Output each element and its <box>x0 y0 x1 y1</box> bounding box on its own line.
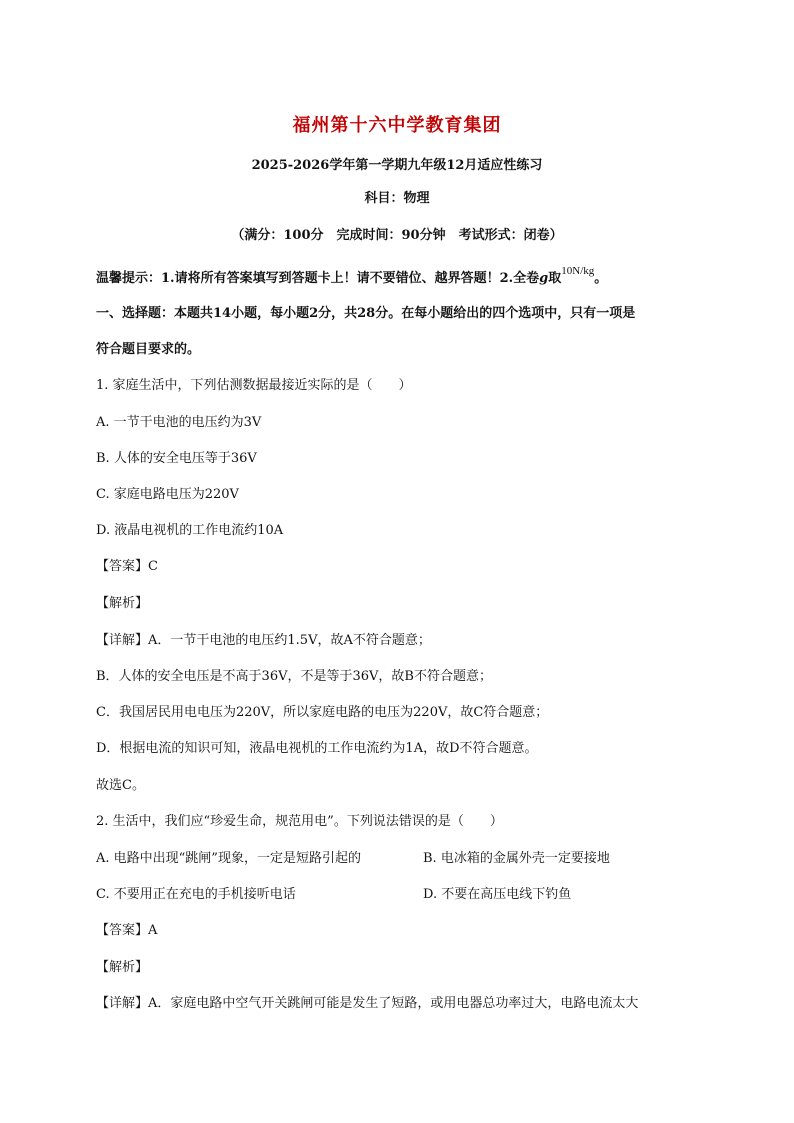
q2-detail-a: 【详解】A．家庭电路中空气开关跳闸可能是发生了短路，或用电器总功率过大，电路电流太大 <box>96 996 639 1011</box>
q1-option-a: A. 一节干电池的电压约为3V <box>96 415 262 430</box>
tip-unit: 10N/kg <box>561 265 595 277</box>
q2-answer: 【答案】A <box>96 923 158 938</box>
q2-stem: 2. 生活中，我们应“珍爱生命，规范用电”。下列说法错误的是（ ） <box>96 814 503 829</box>
q1-detail-d: D．根据电流的知识可知，液晶电视机的工作电流约为1A，故D不符合题意。 <box>96 741 538 756</box>
q2-option-a: A. 电路中出现“跳闸”现象，一定是短路引起的 <box>96 851 361 866</box>
school-title: 福州第十六中学教育集团 <box>292 115 502 136</box>
tip-g-symbol: g <box>539 271 549 286</box>
exam-info: （满分：100分 完成时间：90分钟 考试形式：闭卷） <box>231 228 563 243</box>
q1-conclusion: 故选C。 <box>96 778 145 793</box>
q1-option-c: C. 家庭电路电压为220V <box>96 487 239 502</box>
q1-option-d: D. 液晶电视机的工作电流约10A <box>96 523 284 538</box>
tip-end: 。 <box>594 271 608 286</box>
tip-mid: 取 <box>548 271 562 286</box>
q2-analysis-label: 【解析】 <box>96 960 149 975</box>
q2-option-b: B. 电冰箱的金属外壳一定要接地 <box>423 851 610 866</box>
tip-prefix: 温馨提示：1.请将所有答案填写到答题卡上！请不要错位、越界答题！2.全卷 <box>96 271 540 286</box>
q2-options-row1 <box>96 850 610 868</box>
q1-analysis-label: 【解析】 <box>96 596 149 611</box>
q1-stem: 1. 家庭生活中，下列估测数据最接近实际的是（ ） <box>96 378 412 393</box>
q1-detail-b: B．人体的安全电压是不高于36V，不是等于36V，故B不符合题意； <box>96 669 492 684</box>
q1-option-b: B. 人体的安全电压等于36V <box>96 451 257 466</box>
subject-line: 科目：物理 <box>364 191 430 206</box>
q2-option-c: C. 不要用正在充电的手机接听电话 <box>96 887 296 902</box>
section1-heading-line1: 一、选择题：本题共14小题，每小题2分，共28分。在每小题给出的四个选项中，只有一项是 <box>96 306 636 321</box>
q1-detail-a: 【详解】A．一节干电池的电压约1.5V，故A不符合题意； <box>96 633 431 648</box>
tip-line <box>96 265 608 288</box>
q1-detail-c: C．我国居民用电电压为220V，所以家庭电路的电压为220V，故C符合题意； <box>96 705 549 720</box>
q2-option-d: D. 不要在高压电线下钓鱼 <box>423 887 572 902</box>
q1-answer: 【答案】C <box>96 559 158 574</box>
exam-title: 2025-2026学年第一学期九年级12月适应性练习 <box>251 158 543 173</box>
section1-heading-line2: 符合题目要求的。 <box>96 342 201 357</box>
q2-options-row2 <box>96 886 572 904</box>
